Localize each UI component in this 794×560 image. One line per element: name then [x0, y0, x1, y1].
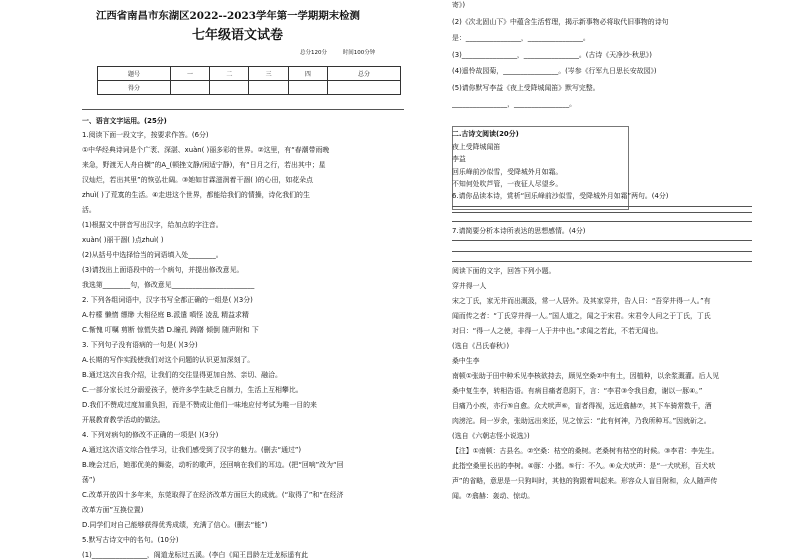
text-line: 此指空桑里长出的李树。④豚：小猪。⑤行：不久。⑥众犬吠声：是“一犬吠形，百犬吠 — [452, 462, 716, 470]
answer-line — [452, 240, 752, 241]
score-cell[interactable] — [210, 81, 249, 95]
text-line: B.晚会过后，她那优美的舞姿，动听的歌声，还回响在我们的耳边。(把“回响”改为“回 — [82, 461, 344, 469]
text-line: 目痛乃小疾，亦行⑤自愈。众犬吠声⑥，盲者得视，远近翕赫⑦，其下车骑常数千，酒 — [452, 402, 712, 410]
score-header-cell: 一 — [170, 67, 209, 81]
text-line: (选自《六朝志怪小说选》) — [452, 432, 530, 440]
text-line: 闻而传之者：“丁氏穿井得一人。”国人道之，闻之于宋君。宋君令人问之于丁氏，丁氏 — [452, 312, 711, 320]
text-line: 寄》) — [452, 1, 466, 9]
exam-subtitle: 七年级语文试卷 — [192, 28, 284, 43]
text-line: 是：________________，________________。 — [452, 34, 590, 42]
text-line: 夜上受降城闻笛 — [452, 142, 501, 151]
total-score: 总分120分 — [300, 50, 327, 56]
score-cell[interactable] — [249, 81, 288, 95]
text-line: 阅读下面的文字，回答下列小题。 — [452, 267, 556, 275]
text-line: 3. 下列句子没有语病的一句是( )(3分) — [82, 341, 198, 349]
text-line: ________________，________________。 — [452, 100, 577, 108]
text-line: 汉灿烂，若出其里”的恢弘壮阔。③她如甘霖滋润着干涸( )的心田，如花朵点 — [82, 176, 313, 184]
text-line: 穿井得一人 — [452, 282, 487, 290]
text-line: 活。 — [82, 206, 96, 214]
text-line: (1)根据文中拼音写出汉字，给加点的字注音。 — [82, 221, 223, 229]
left-column — [82, 0, 404, 560]
score-header-cell: 题号 — [98, 67, 171, 81]
text-line: (3)请找出上面语段中的一个病句，并提出修改意见。 — [82, 266, 244, 274]
exam-duration: 时间100分钟 — [342, 50, 376, 56]
text-line: 6.请你品读本诗，赏析“回乐峰前沙似雪，受降城外月如霜”两句。(4分) — [452, 192, 669, 200]
text-line: 对曰：“得一人之使，非得一人于井中也。”求闻之若此，不若无闻也。 — [452, 327, 663, 335]
text-line: 7.请简要分析本诗所表达的思想感情。(4分) — [452, 227, 586, 235]
answer-line — [452, 212, 752, 213]
text-line: (1)________________，阁道龙标过五溪。(李白《闻王昌龄左迁龙标遥有此 — [82, 551, 309, 559]
text-line: A.柠檬 懒惰 缥缈 大相径庭 B.派遣 嗔怪 凌乱 精益求精 — [82, 311, 249, 319]
text-line: 李益 — [452, 155, 466, 163]
score-table — [97, 66, 401, 95]
text-line: 不知何处吹芦管，一夜征人尽望乡。 — [452, 180, 563, 188]
answer-line — [452, 206, 752, 207]
text-line: (5)请你默写李益《夜上受降城闻笛》默写完整。 — [452, 83, 600, 92]
text-line: C.一部分家长过分溺爱孩子，使许多学生缺乏自制力，生活上互相攀比。 — [82, 386, 303, 394]
text-line: 2. 下列各组词语中，汉字书写全都正确的一组是( )(3分) — [82, 296, 253, 304]
text-line: 来急，野渡无人舟自横”的A_(顿挫文静/闲适宁静)，有“日月之行，若出其中；星 — [82, 161, 326, 169]
text-line: (2)从括号中选择恰当的词语填入处________。 — [82, 251, 223, 259]
text-line: C.改革开放四十多年来，东莞取得了在经济改革方面巨大的成就。(“取得了”和“在经济 — [82, 491, 344, 499]
score-cell[interactable] — [328, 81, 401, 95]
score-header-cell: 三 — [249, 67, 288, 81]
text-line: (3)________________，________________。(古诗《天净沙·秋思》) — [452, 50, 652, 59]
text-line: 一、语言文字运用。(25分) — [82, 117, 167, 125]
score-header-cell: 二 — [210, 67, 249, 81]
text-line: 宋之丁氏，家无井而出溉汲，常一人居外。及其家穿井，告人曰：“吾穿井得一人。”有 — [452, 297, 711, 305]
text-line: A.长期的写作实践使我们对这个问题的认识更加深刻了。 — [82, 356, 255, 364]
text-line: 4. 下列对病句的修改不正确的一项是( )(3分) — [82, 431, 219, 439]
text-line: 肉滂沱。间一岁余，张助远出来还，见之惊云：“此有何神，乃我所种耳。”因就斫之。 — [452, 417, 711, 425]
exam-title: 江西省南昌市东湖区2022--2023学年第一学期期末检测 — [96, 10, 360, 22]
text-line: zhuì( )了荒寞的生活。④走进这个世界，都能给我们的情操，诗化我们的生 — [82, 191, 310, 199]
text-line: (2)《次北固山下》中蕴含生活哲理，揭示新事物必将取代旧事物的诗句 — [452, 17, 669, 26]
score-cell[interactable] — [170, 81, 209, 95]
text-line: A.通过这次语文综合性学习，让我们感受到了汉字的魅力。(删去“通过”) — [82, 446, 302, 454]
answer-line — [452, 251, 752, 252]
text-line: (4)遥怜故园菊，________________。(岑参《行军九日思长安故园》) — [452, 67, 657, 75]
text-line: D.我们不赞成过度加重负担，而是不赞成让他们一味地应付考试为唯一目的来 — [82, 401, 317, 409]
score-header-cell: 总分 — [328, 67, 401, 81]
text-line: C.惭愧 叮嘱 剪断 惊慌失措 D.瞳孔 踌躇 倾倒 随声附和 下 — [82, 326, 259, 334]
exam-meta — [300, 48, 389, 56]
score-header-cell: 四 — [288, 67, 327, 81]
text-line: 回乐峰前沙似雪，受降城外月如霜。 — [452, 167, 563, 176]
right-column — [452, 0, 752, 560]
text-line: 改革方面”互换位置) — [82, 506, 144, 514]
text-line: 闻。⑦翕赫：轰动、惊动。 — [452, 492, 534, 500]
score-cell[interactable] — [288, 81, 327, 95]
text-line: ①中华经典诗词是个广袤、深湛、xuàn( )丽多彩的世界。②这里，有“春潮带雨晚 — [82, 146, 330, 154]
answer-line — [452, 221, 752, 222]
text-line: 1.阅读下面一段文字，按要求作答。(6分) — [82, 131, 209, 139]
text-line: 二.古诗文阅读(20分) — [452, 130, 519, 138]
text-line: 荡”) — [82, 476, 96, 484]
text-line: B.通过这次自我介绍，让我们的交往显得更加自然、亲切、融洽。 — [82, 371, 282, 379]
text-line: xuàn( )丽干涸( )点zhuì( ) — [82, 236, 164, 244]
text-line: (选自《吕氏春秋》) — [452, 342, 510, 350]
score-row-label: 得分 — [98, 81, 171, 95]
text-line: 【注】①南顿：古县名。②空桑：枯空的桑树。老桑树有枯空的时候。③李君：李先生。 — [452, 447, 719, 455]
text-line: D.同学们对自己能够获得优秀成绩，充满了信心。(删去“能”) — [82, 521, 268, 529]
divider — [82, 109, 404, 110]
answer-line — [452, 261, 752, 262]
text-line: 声”的省略，意思是一只狗叫时，其他的狗跟着叫起来。形容众人盲目附和，众人随声传 — [452, 477, 718, 485]
text-line: 桑中生李 — [452, 357, 480, 365]
text-line: 南顿①张助于田中种禾见李核欲持去，顾见空桑②中有土，因植种，以余浆溉灌。后人见 — [452, 372, 720, 380]
text-line: 桑中复生李，转相告语。有病目痛者息阴下，言：“李君③令我目愈，谢以一豚④。” — [452, 387, 703, 395]
text-line: 我选第________句，修改意见________________________ — [82, 281, 255, 289]
text-line: 开展教育教学活动的做法。 — [82, 416, 165, 424]
text-line: 5.默写古诗文中的名句。(10分) — [82, 536, 179, 544]
